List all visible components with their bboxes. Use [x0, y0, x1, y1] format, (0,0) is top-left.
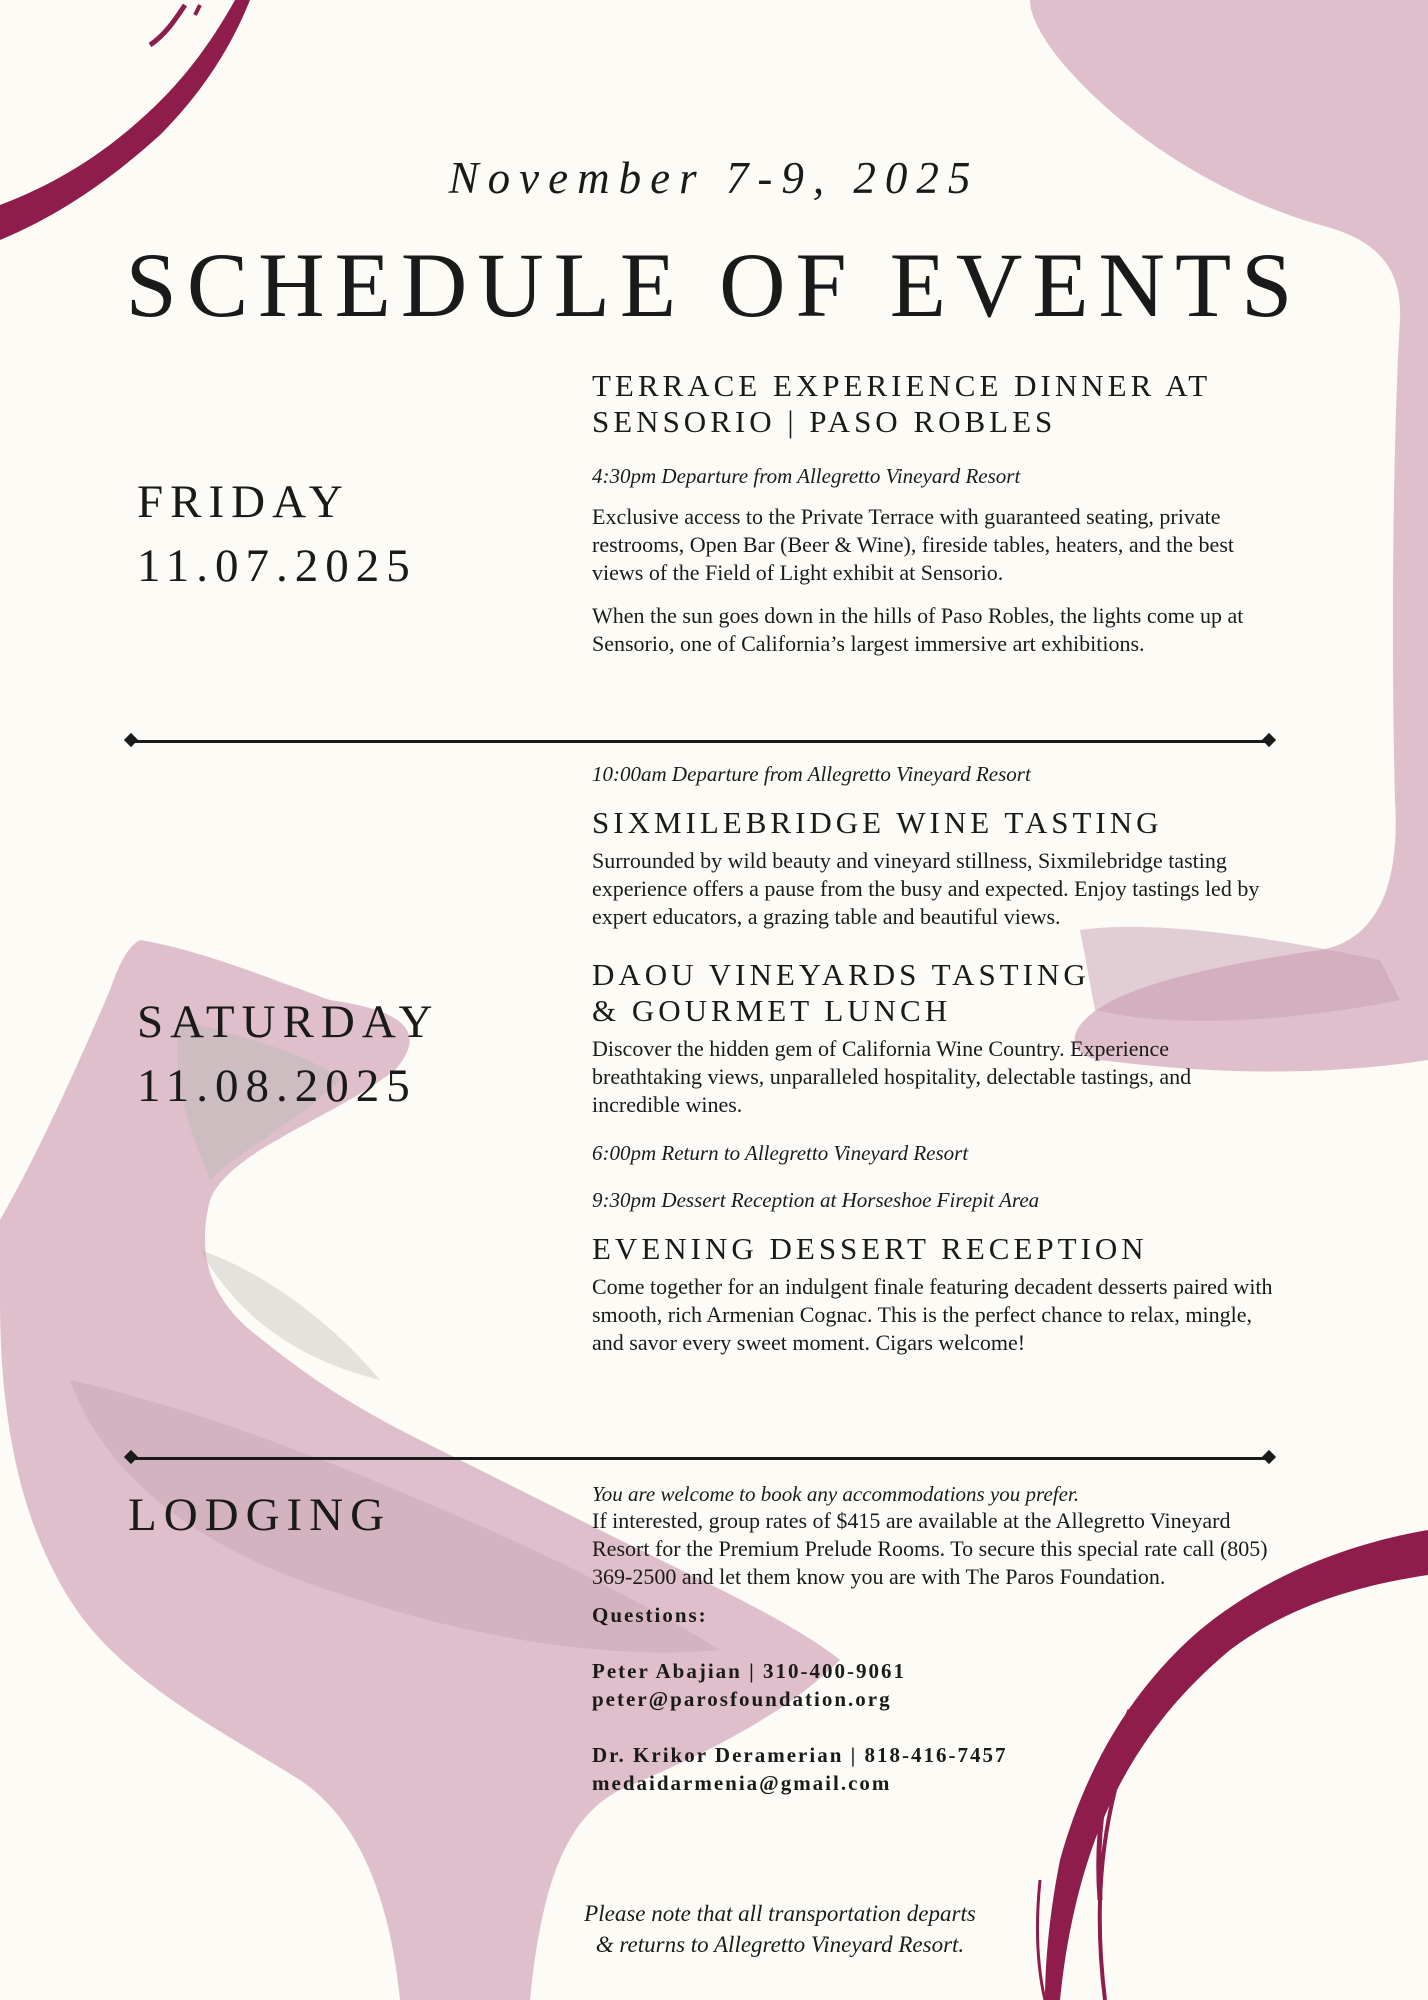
- friday-event-title: [592, 368, 1282, 440]
- friday-event-title-line2: SENSORIO | PASO ROBLES: [592, 404, 1057, 439]
- contact-2-name-phone: Dr. Krikor Deramerian | 818-416-7457: [592, 1743, 1008, 1767]
- page-title: SCHEDULE OF EVENTS: [125, 234, 1303, 336]
- contact-2-email[interactable]: medaidarmenia@gmail.com: [592, 1771, 892, 1795]
- daou-title: [592, 957, 1282, 1029]
- dessert-description: Come together for an indulgent finale featuring decadent desserts paired with smooth, rich Armenian Cognac. This is the perfect chance to relax, mingle, and savor every sweet moment. Cigars welcome!: [592, 1274, 1273, 1355]
- friday-date: 11.07.2025: [137, 540, 417, 592]
- friday-heading: [137, 470, 417, 598]
- contact-1-email[interactable]: peter@parosfoundation.org: [592, 1687, 892, 1711]
- daou-title-line1: DAOU VINEYARDS TASTING: [592, 957, 1090, 992]
- dessert-time: 9:30pm Dessert Reception at Horseshoe Firepit Area: [592, 1188, 1040, 1212]
- contact-1-name-phone: Peter Abajian | 310-400-9061: [592, 1659, 906, 1683]
- divider-friday-saturday: [130, 740, 1270, 743]
- friday-departure: 4:30pm Departure from Allegretto Vineyard Resort: [592, 464, 1021, 488]
- friday-event: [592, 368, 1282, 658]
- return-time: 6:00pm Return to Allegretto Vineyard Resort: [592, 1141, 969, 1165]
- event-dates: November 7-9, 2025: [448, 153, 980, 203]
- questions-label: Questions:: [592, 1603, 708, 1627]
- transportation-note-line1: Please note that all transportation departs: [584, 1901, 976, 1926]
- saturday-events: [592, 762, 1282, 1357]
- sixmilebridge-description: Surrounded by wild beauty and vineyard stillness, Sixmilebridge tasting experience offers a pause from the busy and expected. Enjoy tastings led by expert educators, a grazing table and beautiful views.: [592, 848, 1260, 929]
- lodging-welcome: You are welcome to book any accommodations you prefer.: [592, 1482, 1080, 1506]
- transportation-note-line2: & returns to Allegretto Vineyard Resort.: [595, 1932, 965, 1957]
- lodging-section: [592, 1482, 1282, 1797]
- friday-event-title-line1: TERRACE EXPERIENCE DINNER AT: [592, 368, 1212, 403]
- sixmilebridge-title: SIXMILEBRIDGE WINE TASTING: [592, 805, 1163, 840]
- saturday-heading: [137, 990, 439, 1118]
- wine-stain-top-left: [0, 0, 250, 240]
- transportation-note: [520, 1898, 1040, 1960]
- dessert-title: EVENING DESSERT RECEPTION: [592, 1231, 1148, 1266]
- friday-day: FRIDAY: [137, 476, 350, 528]
- saturday-departure: 10:00am Departure from Allegretto Vineyard Resort: [592, 762, 1031, 786]
- friday-description-2: When the sun goes down in the hills of Paso Robles, the lights come up at Sensorio, one of California’s largest immersive art exhibitions.: [592, 603, 1244, 656]
- saturday-day: SATURDAY: [137, 996, 440, 1048]
- saturday-date: 11.08.2025: [137, 1060, 417, 1112]
- divider-saturday-lodging: [130, 1457, 1270, 1460]
- lodging-heading: LODGING: [128, 1489, 392, 1541]
- friday-description-1: Exclusive access to the Private Terrace with guaranteed seating, private restrooms, Open Bar (Beer & Wine), fireside tables, heaters, and the best views of the Field of Light exhibit at Sensorio.: [592, 504, 1234, 585]
- daou-title-line2: & GOURMET LUNCH: [592, 993, 952, 1028]
- lodging-description: If interested, group rates of $415 are available at the Allegretto Vineyard Resort for the Premium Prelude Rooms. To secure this special rate call (805) 369-2500 and let them know you are with The Paros Foundation.: [592, 1508, 1268, 1589]
- daou-description: Discover the hidden gem of California Wine Country. Experience breathtaking views, unparalleled hospitality, delectable tastings, and incredible wines.: [592, 1036, 1192, 1117]
